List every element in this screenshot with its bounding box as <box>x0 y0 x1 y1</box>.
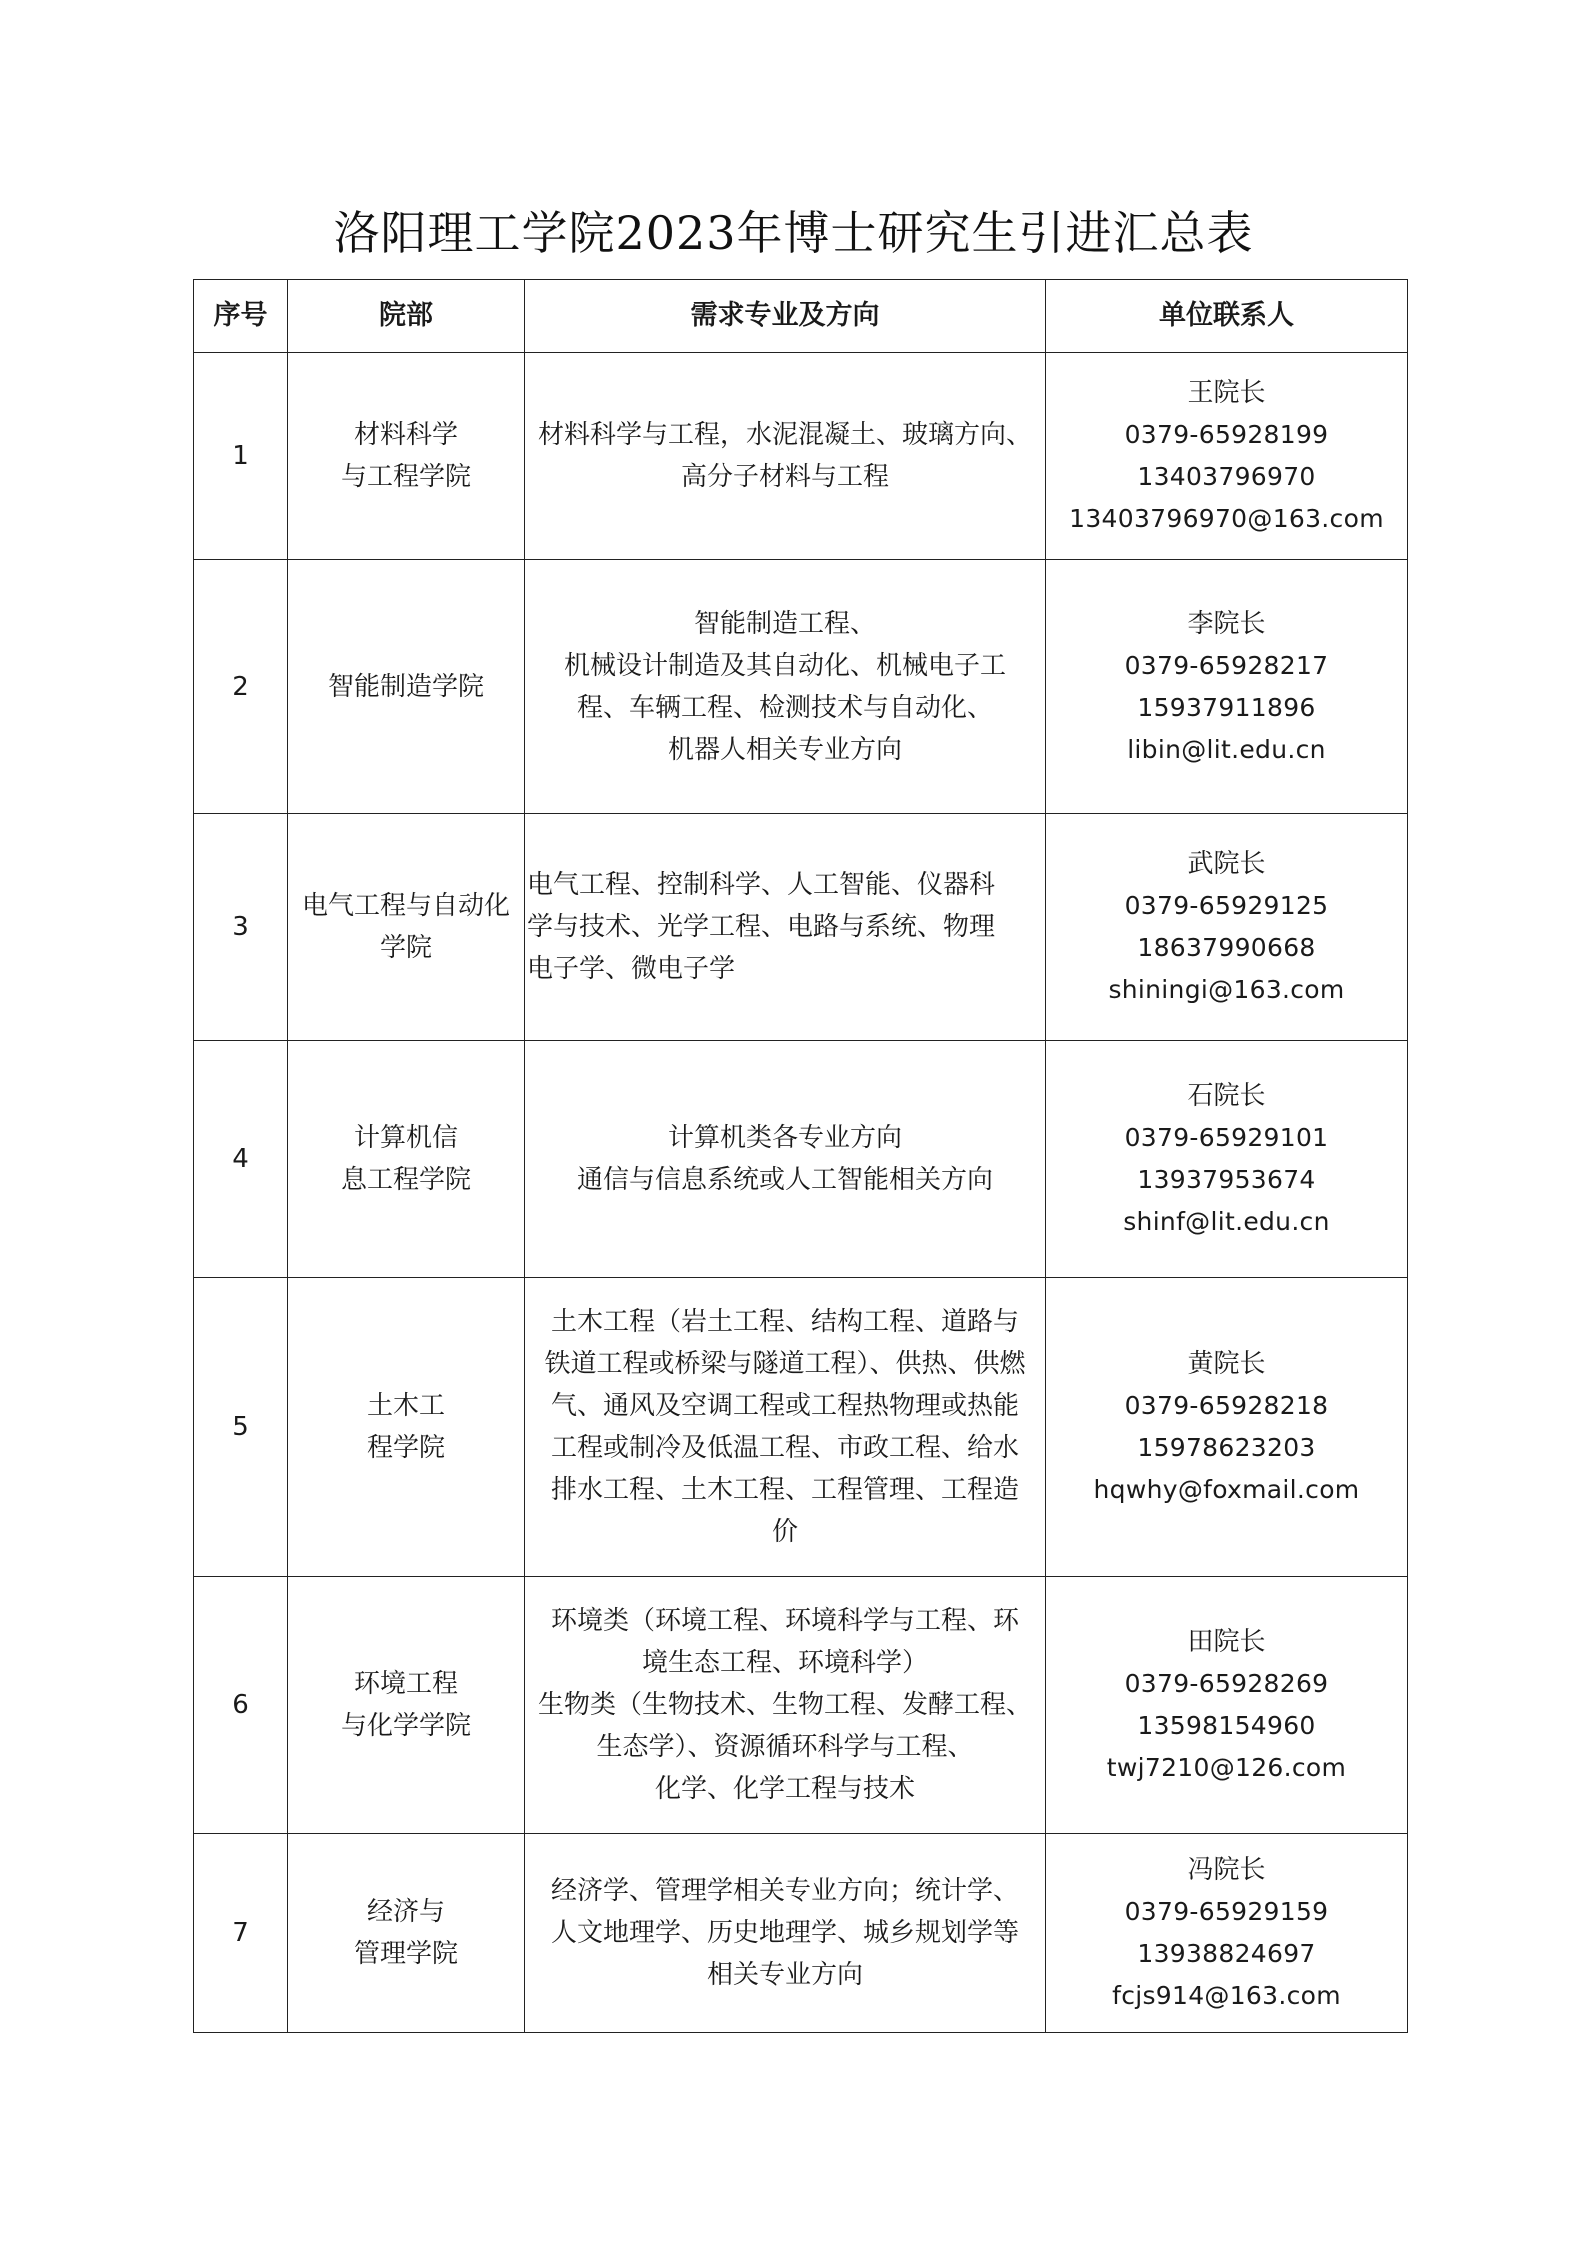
major-line: 土木工程（岩土工程、结构工程、道路与 <box>550 1307 1019 1337</box>
contact-name: 冯院长 <box>1187 1855 1266 1885</box>
contact-phone: 0379-65928199 <box>1124 420 1329 449</box>
contact-cell <box>1046 814 1408 1041</box>
dept-line: 环境工程 <box>353 1669 458 1699</box>
major-line: 机械设计制造及其自动化、机械电子工 <box>563 650 1006 681</box>
contact-phone: 0379-65928269 <box>1124 1669 1329 1698</box>
dept-line: 学院 <box>379 933 432 963</box>
contact-email: shinf@lit.edu.cn <box>1123 1207 1330 1236</box>
header-seq: 序号 <box>194 280 288 353</box>
contact-name: 田院长 <box>1187 1627 1266 1657</box>
dept-line: 程学院 <box>366 1433 445 1463</box>
major-line: 环境类（环境工程、环境科学与工程、环 <box>550 1606 1019 1636</box>
contact-name: 王院长 <box>1187 378 1266 408</box>
major-line: 机器人相关专业方向 <box>667 734 902 765</box>
major-line: 排水工程、土木工程、工程管理、工程造 <box>550 1475 1019 1505</box>
header-dept: 院部 <box>288 280 525 353</box>
major-cell <box>525 1577 1046 1834</box>
contact-cell <box>1046 353 1408 560</box>
dept-line: 计算机信 <box>353 1123 458 1153</box>
contact-cell <box>1046 1577 1408 1834</box>
dept-line: 经济与 <box>366 1897 445 1927</box>
contact-mobile: 13938824697 <box>1137 1939 1316 1968</box>
contact-mobile: 15937911896 <box>1137 692 1316 722</box>
dept-cell <box>288 1577 525 1834</box>
major-line: 通信与信息系统或人工智能相关方向 <box>576 1165 993 1195</box>
table-row <box>194 1834 1408 2033</box>
contact-phone: 0379-65929125 <box>1124 891 1329 920</box>
major-line: 生物类（生物技术、生物工程、发酵工程、 <box>537 1690 1032 1720</box>
table-row <box>194 1577 1408 1834</box>
seq-cell: 5 <box>194 1278 288 1577</box>
table-header-row <box>194 280 1408 353</box>
contact-name: 石院长 <box>1187 1081 1266 1111</box>
major-cell <box>525 1041 1046 1278</box>
dept-line: 土木工 <box>366 1391 445 1421</box>
major-line: 计算机类各专业方向 <box>667 1123 902 1153</box>
contact-mobile: 18637990668 <box>1137 933 1316 962</box>
dept-line: 智能制造学院 <box>327 671 484 702</box>
seq-cell: 4 <box>194 1041 288 1278</box>
major-line: 高分子材料与工程 <box>680 462 889 492</box>
table-body <box>194 353 1408 2033</box>
dept-cell <box>288 1834 525 2033</box>
contact-cell <box>1046 560 1408 814</box>
page-title: 洛阳理工学院2023年博士研究生引进汇总表 <box>333 206 1254 260</box>
contact-email: 13403796970@163.com <box>1069 504 1384 533</box>
table-row <box>194 353 1408 560</box>
contact-phone: 0379-65929101 <box>1124 1123 1329 1152</box>
dept-cell <box>288 353 525 560</box>
major-cell <box>525 814 1046 1041</box>
contact-phone: 0379-65928217 <box>1124 650 1329 680</box>
major-cell <box>525 1834 1046 2033</box>
contact-email: fcjs914@163.com <box>1112 1981 1341 2010</box>
dept-line: 与化学学院 <box>340 1711 471 1741</box>
major-line: 学与技术、光学工程、电路与系统、物理 <box>527 912 996 942</box>
contact-cell <box>1046 1041 1408 1278</box>
major-line: 程、车辆工程、检测技术与自动化、 <box>576 692 993 723</box>
major-line: 材料科学与工程，水泥混凝土、玻璃方向、 <box>537 420 1032 450</box>
table-row <box>194 560 1408 814</box>
contact-email: shiningi@163.com <box>1108 975 1345 1004</box>
major-line: 生态学）、资源循环科学与工程、 <box>596 1732 974 1762</box>
major-line: 铁道工程或桥梁与隧道工程）、供热、供燃 <box>544 1349 1026 1379</box>
dept-line: 电气工程与自动化 <box>301 891 510 921</box>
major-line: 电子学、微电子学 <box>527 954 736 984</box>
dept-cell <box>288 1278 525 1577</box>
major-line: 智能制造工程、 <box>693 608 876 639</box>
contact-mobile: 13937953674 <box>1137 1165 1316 1194</box>
seq-cell: 3 <box>194 814 288 1041</box>
major-line: 人文地理学、历史地理学、城乡规划学等 <box>550 1918 1019 1948</box>
dept-line: 与工程学院 <box>340 462 471 492</box>
major-line: 价 <box>771 1517 798 1547</box>
contact-mobile: 13403796970 <box>1137 462 1316 491</box>
major-line: 电气工程、控制科学、人工智能、仪器科 <box>527 870 996 900</box>
header-major: 需求专业及方向 <box>525 280 1046 353</box>
recruitment-table <box>193 279 1408 2033</box>
dept-line: 息工程学院 <box>340 1165 471 1195</box>
header-contact: 单位联系人 <box>1046 280 1408 353</box>
contact-cell <box>1046 1278 1408 1577</box>
table-row <box>194 1278 1408 1577</box>
dept-cell <box>288 560 525 814</box>
contact-mobile: 13598154960 <box>1137 1711 1316 1740</box>
seq-cell: 7 <box>194 1834 288 2033</box>
major-cell <box>525 353 1046 560</box>
contact-name: 武院长 <box>1187 849 1266 879</box>
dept-cell <box>288 814 525 1041</box>
major-line: 经济学、管理学相关专业方向；统计学、 <box>550 1876 1019 1906</box>
major-cell <box>525 1278 1046 1577</box>
major-line: 化学、化学工程与技术 <box>654 1774 915 1804</box>
dept-line: 材料科学 <box>353 420 458 450</box>
table-row <box>194 1041 1408 1278</box>
contact-email: twj7210@126.com <box>1106 1753 1347 1782</box>
major-line: 境生态工程、环境科学） <box>641 1648 928 1678</box>
dept-cell <box>288 1041 525 1278</box>
seq-cell: 1 <box>194 353 288 560</box>
contact-mobile: 15978623203 <box>1137 1433 1316 1462</box>
contact-email: libin@lit.edu.cn <box>1127 734 1326 764</box>
major-line: 工程或制冷及低温工程、市政工程、给水 <box>550 1433 1019 1463</box>
contact-phone: 0379-65928218 <box>1124 1391 1329 1420</box>
table-row <box>194 814 1408 1041</box>
contact-phone: 0379-65929159 <box>1124 1897 1329 1926</box>
dept-line: 管理学院 <box>353 1939 458 1969</box>
major-line: 气、通风及空调工程或工程热物理或热能 <box>550 1391 1019 1421</box>
contact-cell <box>1046 1834 1408 2033</box>
major-cell <box>525 560 1046 814</box>
contact-name: 李院长 <box>1187 608 1266 639</box>
major-line: 相关专业方向 <box>706 1960 863 1990</box>
seq-cell: 2 <box>194 560 288 814</box>
contact-name: 黄院长 <box>1187 1349 1266 1379</box>
seq-cell: 6 <box>194 1577 288 1834</box>
contact-email: hqwhy@foxmail.com <box>1093 1475 1360 1504</box>
